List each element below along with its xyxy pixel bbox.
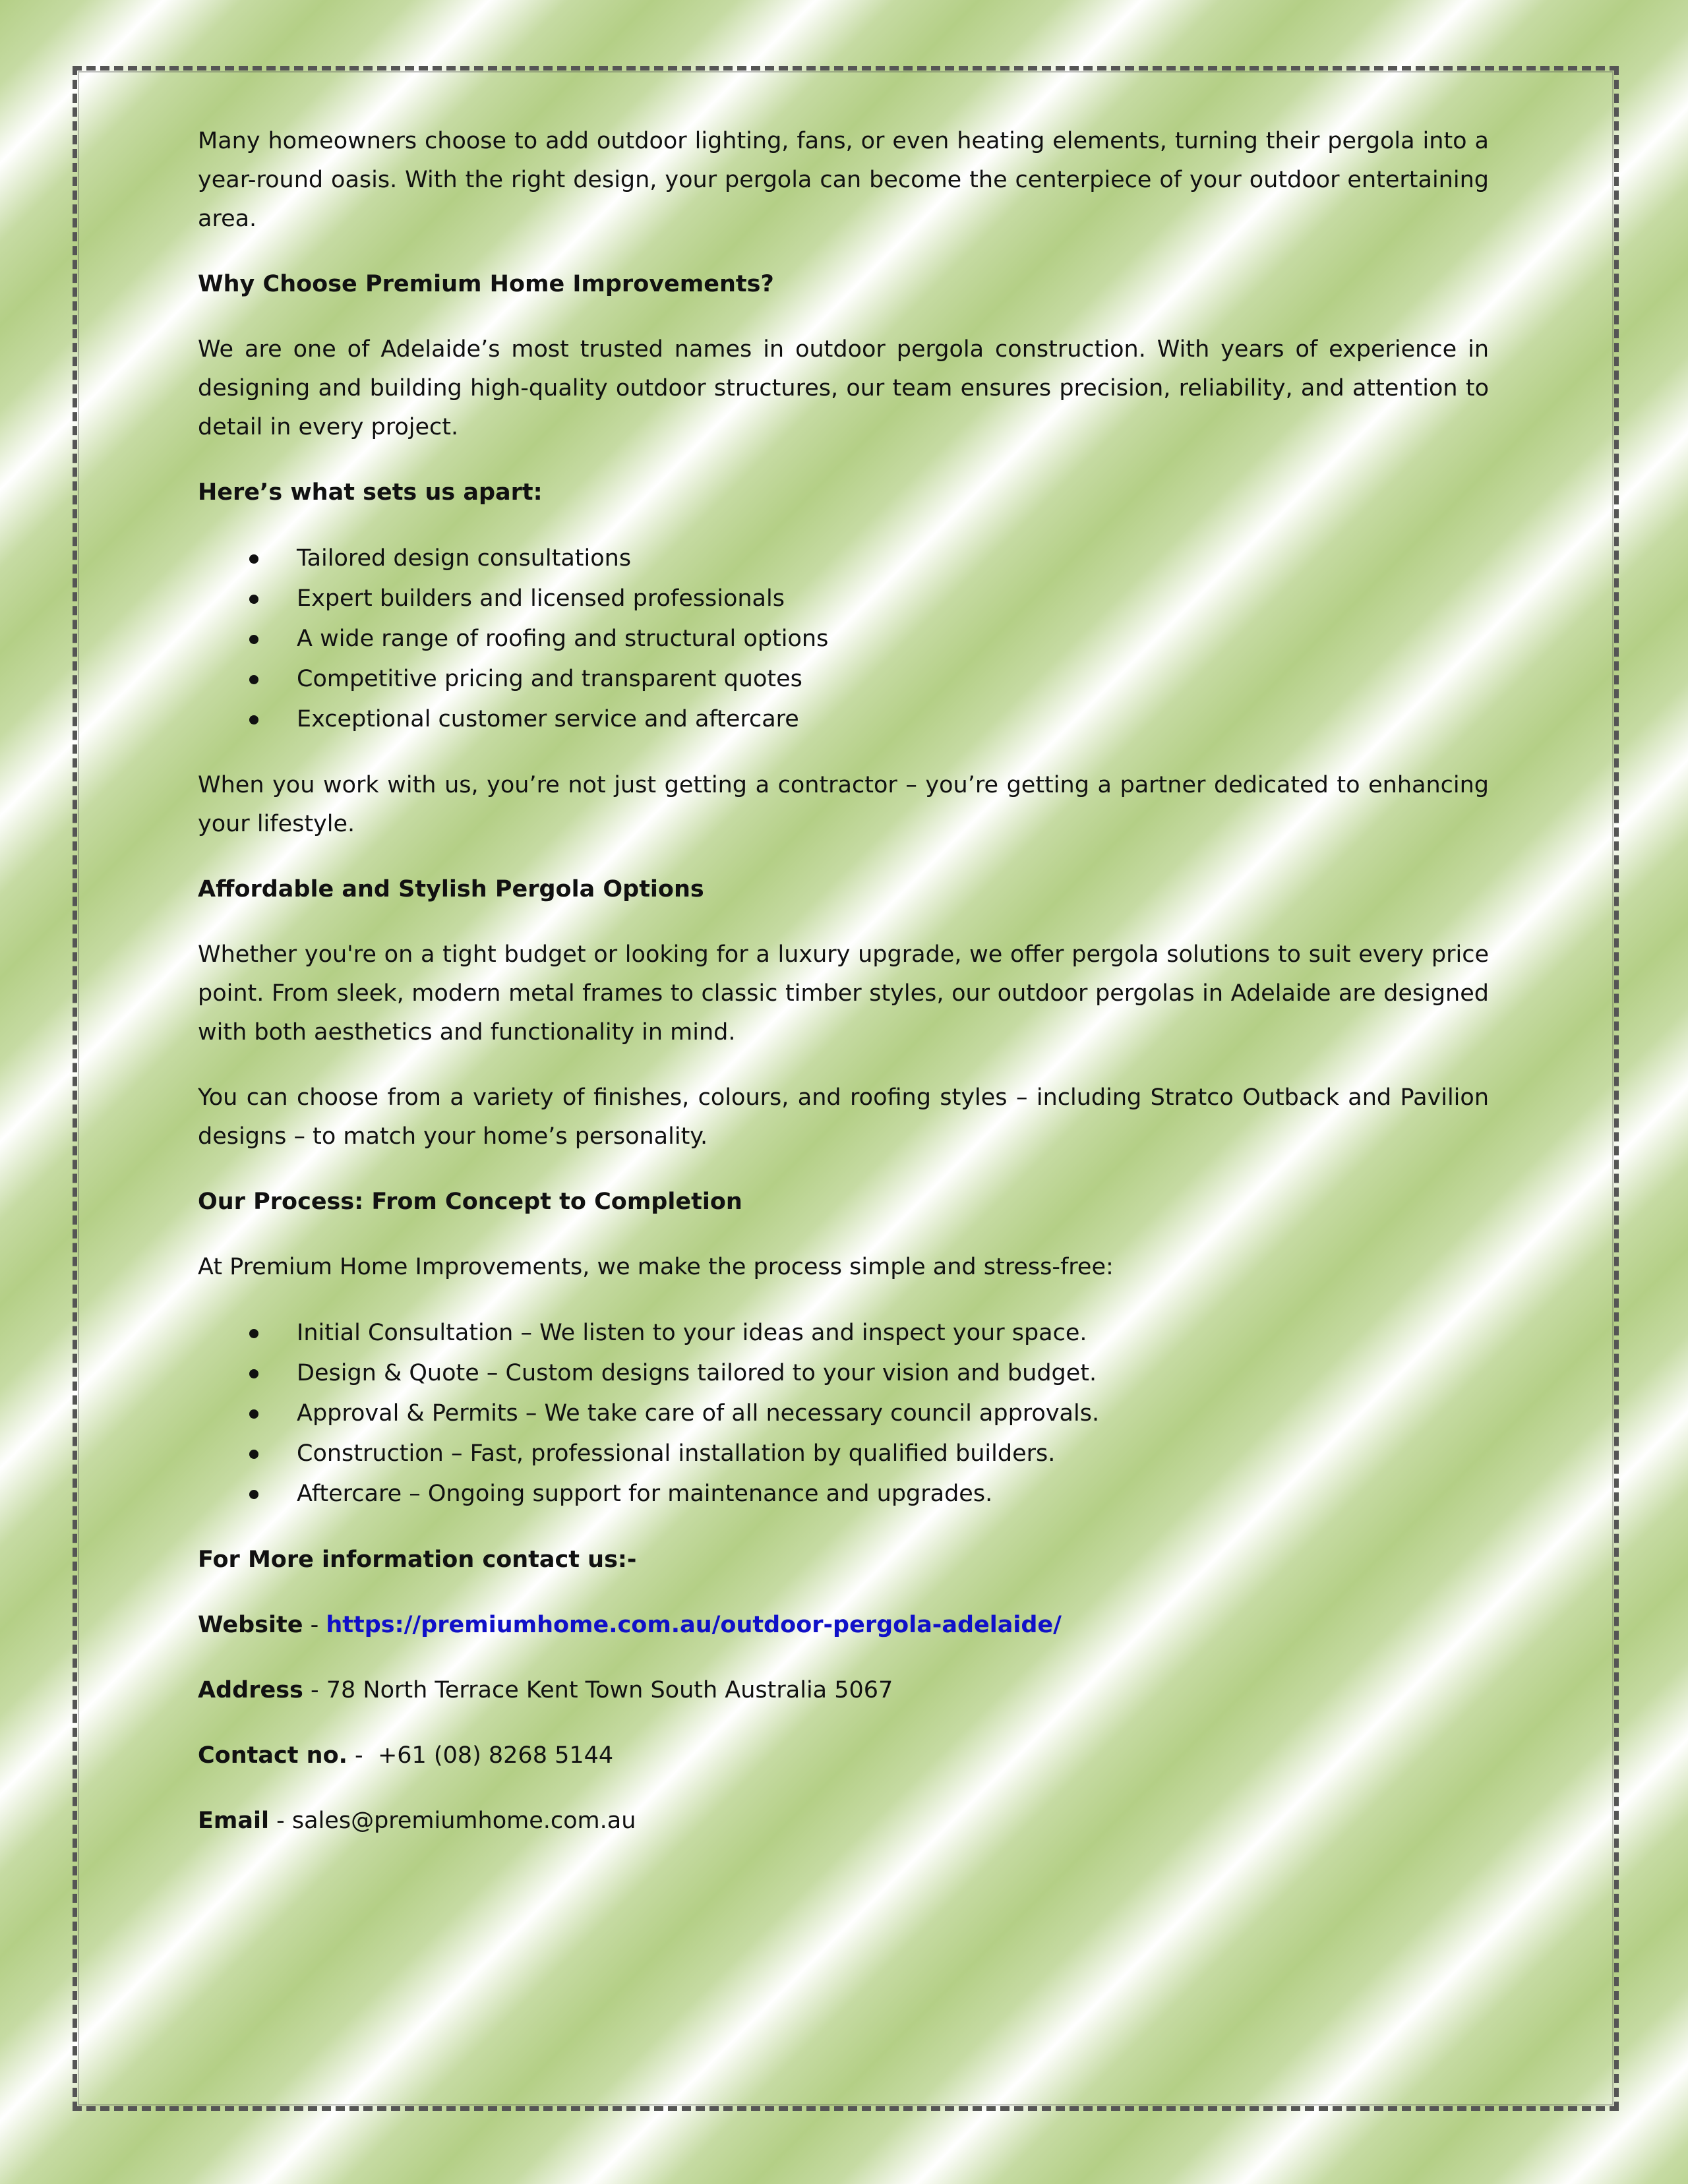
pergola-options-paragraph-2: You can choose from a variety of finishes, colours, and roofing styles – including Stratco Outback and Pavilion designs – to match your home’s personality. — [198, 1084, 1489, 1150]
email-separator: - — [269, 1808, 292, 1834]
document-body — [198, 122, 1489, 1867]
list-item: Expert builders and licensed professionals — [198, 579, 1489, 619]
address-value: 78 North Terrace Kent Town South Australia 5067 — [326, 1677, 893, 1703]
process-heading: Our Process: From Concept to Completion — [198, 1189, 742, 1215]
email-value: sales@premiumhome.com.au — [291, 1808, 636, 1834]
sets-apart-heading: Here’s what sets us apart: — [198, 479, 543, 506]
phone-separator: - — [347, 1742, 378, 1769]
process-intro: At Premium Home Improvements, we make the process simple and stress-free: — [198, 1254, 1114, 1280]
list-item: Design & Quote – Custom designs tailored to your vision and budget. — [198, 1353, 1489, 1394]
phone-line — [198, 1736, 1489, 1775]
address-line — [198, 1671, 1489, 1710]
sets-apart-list — [198, 539, 1489, 740]
website-link[interactable]: https://premiumhome.com.au/outdoor-pergola-adelaide/ — [326, 1612, 1062, 1638]
intro-paragraph: Many homeowners choose to add outdoor lighting, fans, or even heating elements, turning their pergola into a year-round oasis. With the right design, your pergola can become the centerpiece of your outdoor entertaining area. — [198, 128, 1489, 232]
phone-value: +61 (08) 8268 5144 — [377, 1742, 614, 1769]
email-line — [198, 1802, 1489, 1841]
list-item: Competitive pricing and transparent quotes — [198, 659, 1489, 699]
why-choose-heading: Why Choose Premium Home Improvements? — [198, 271, 774, 297]
phone-label: Contact no. — [198, 1742, 347, 1769]
website-line — [198, 1606, 1489, 1645]
process-list — [198, 1313, 1489, 1514]
why-choose-paragraph: We are one of Adelaide’s most trusted names in outdoor pergola construction. With years of experience in designing and building high-quality outdoor structures, our team ensures precision, reliability, and attention to detail in every project. — [198, 336, 1489, 440]
list-item: Initial Consultation – We listen to your ideas and inspect your space. — [198, 1313, 1489, 1353]
list-item: Exceptional customer service and aftercare — [198, 699, 1489, 740]
website-label: Website — [198, 1612, 303, 1638]
partner-paragraph: When you work with us, you’re not just getting a contractor – you’re getting a partner dedicated to enhancing your lifestyle. — [198, 772, 1489, 837]
email-label: Email — [198, 1808, 269, 1834]
pergola-options-heading: Affordable and Stylish Pergola Options — [198, 876, 704, 902]
list-item: A wide range of roofing and structural options — [198, 619, 1489, 659]
address-separator: - — [303, 1677, 326, 1703]
address-label: Address — [198, 1677, 303, 1703]
contact-heading: For More information contact us:- — [198, 1547, 637, 1573]
website-separator: - — [303, 1612, 326, 1638]
list-item: Aftercare – Ongoing support for maintenance and upgrades. — [198, 1474, 1489, 1514]
list-item: Tailored design consultations — [198, 539, 1489, 579]
pergola-options-paragraph-1: Whether you're on a tight budget or looking for a luxury upgrade, we offer pergola solutions to suit every price point. From sleek, modern metal frames to classic timber styles, our outdoor pergolas in Adelaide are designed with both aesthetics and functionality in mind. — [198, 941, 1489, 1046]
list-item: Approval & Permits – We take care of all necessary council approvals. — [198, 1394, 1489, 1434]
list-item: Construction – Fast, professional installation by qualified builders. — [198, 1434, 1489, 1474]
